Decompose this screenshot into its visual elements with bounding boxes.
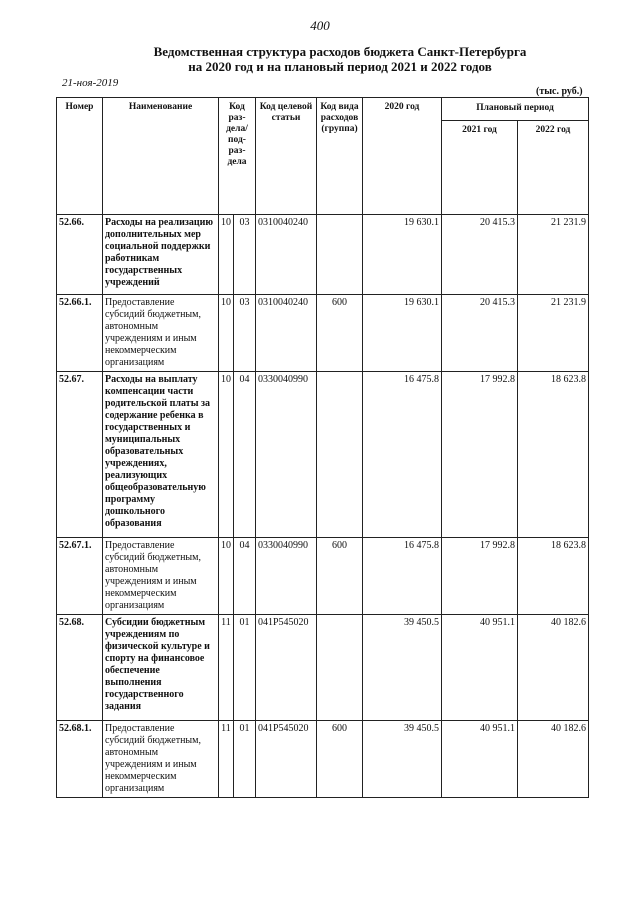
row-expense-type bbox=[317, 615, 363, 721]
row-name: Расходы на выплату компенсации части родительской платы за содержание ребенка в государственных и муниципальных образовательных учреждениях, реализующих общеобразовательную программу дошкольного образования bbox=[103, 372, 219, 538]
row-2022: 21 231.9 bbox=[518, 295, 589, 372]
row-2021: 40 951.1 bbox=[442, 721, 518, 798]
row-2022: 21 231.9 bbox=[518, 215, 589, 295]
row-subsection: 03 bbox=[234, 295, 256, 372]
row-2022: 18 623.8 bbox=[518, 538, 589, 615]
row-expense-type: 600 bbox=[317, 721, 363, 798]
row-name: Предоставление субсидий бюджетным, автономным учреждениям и иным некоммерческим организациям bbox=[103, 721, 219, 798]
header-name: Наименование bbox=[103, 98, 219, 215]
header-target: Код целевой статьи bbox=[256, 98, 317, 215]
row-2022: 40 182.6 bbox=[518, 615, 589, 721]
row-number: 52.67. bbox=[57, 372, 103, 538]
row-subsection: 04 bbox=[234, 372, 256, 538]
header-2021: 2021 год bbox=[442, 120, 518, 214]
row-section: 11 bbox=[219, 721, 234, 798]
document-date: 21-ноя-2019 bbox=[62, 77, 119, 89]
expense-table bbox=[56, 97, 589, 798]
table-row bbox=[57, 721, 589, 798]
row-2021: 17 992.8 bbox=[442, 538, 518, 615]
row-2020: 19 630.1 bbox=[363, 295, 442, 372]
table-row bbox=[57, 372, 589, 538]
header-expense-type: Код вида расходов (группа) bbox=[317, 98, 363, 215]
row-2020: 16 475.8 bbox=[363, 372, 442, 538]
header-2022: 2022 год bbox=[518, 120, 589, 214]
row-2022: 40 182.6 bbox=[518, 721, 589, 798]
table-row bbox=[57, 215, 589, 295]
row-section: 10 bbox=[219, 538, 234, 615]
header-section: Код раз-дела/ под-раз-дела bbox=[219, 98, 256, 215]
table-row bbox=[57, 615, 589, 721]
row-target: 0330040990 bbox=[256, 538, 317, 615]
row-section: 10 bbox=[219, 372, 234, 538]
row-2021: 17 992.8 bbox=[442, 372, 518, 538]
row-2021: 20 415.3 bbox=[442, 215, 518, 295]
row-target: 041P545020 bbox=[256, 721, 317, 798]
title-line-2: на 2020 год и на плановый период 2021 и 2022 годов bbox=[188, 59, 492, 74]
row-name: Предоставление субсидий бюджетным, автономным учреждениям и иным некоммерческим организациям bbox=[103, 295, 219, 372]
row-subsection: 03 bbox=[234, 215, 256, 295]
row-section: 11 bbox=[219, 615, 234, 721]
row-expense-type bbox=[317, 372, 363, 538]
row-number: 52.68. bbox=[57, 615, 103, 721]
row-expense-type bbox=[317, 215, 363, 295]
header-planned: Плановый период bbox=[442, 98, 589, 121]
row-section: 10 bbox=[219, 295, 234, 372]
row-number: 52.66. bbox=[57, 215, 103, 295]
row-2020: 19 630.1 bbox=[363, 215, 442, 295]
row-subsection: 01 bbox=[234, 721, 256, 798]
row-name: Предоставление субсидий бюджетным, автономным учреждениям и иным некоммерческим организациям bbox=[103, 538, 219, 615]
row-2021: 20 415.3 bbox=[442, 295, 518, 372]
row-target: 0310040240 bbox=[256, 215, 317, 295]
table-row bbox=[57, 295, 589, 372]
row-number: 52.66.1. bbox=[57, 295, 103, 372]
row-name: Расходы на реализацию дополнительных мер социальной поддержки работникам государственных учреждений bbox=[103, 215, 219, 295]
row-name: Субсидии бюджетным учреждениям по физической культуре и спорту на финансовое обеспечение выполнения государственного задания bbox=[103, 615, 219, 721]
row-target: 0330040990 bbox=[256, 372, 317, 538]
row-number: 52.68.1. bbox=[57, 721, 103, 798]
row-2020: 39 450.5 bbox=[363, 721, 442, 798]
row-2022: 18 623.8 bbox=[518, 372, 589, 538]
row-2020: 16 475.8 bbox=[363, 538, 442, 615]
row-target: 0310040240 bbox=[256, 295, 317, 372]
row-subsection: 04 bbox=[234, 538, 256, 615]
row-2021: 40 951.1 bbox=[442, 615, 518, 721]
row-target: 041P545020 bbox=[256, 615, 317, 721]
row-expense-type: 600 bbox=[317, 295, 363, 372]
row-2020: 39 450.5 bbox=[363, 615, 442, 721]
header-2020: 2020 год bbox=[363, 98, 442, 215]
page-number: 400 bbox=[310, 18, 330, 33]
title-line-1: Ведомственная структура расходов бюджета Санкт-Петербурга bbox=[153, 44, 527, 59]
document-title bbox=[100, 44, 580, 74]
units-label: (тыс. руб.) bbox=[536, 86, 583, 97]
table-row bbox=[57, 538, 589, 615]
row-number: 52.67.1. bbox=[57, 538, 103, 615]
row-section: 10 bbox=[219, 215, 234, 295]
row-subsection: 01 bbox=[234, 615, 256, 721]
row-expense-type: 600 bbox=[317, 538, 363, 615]
header-number: Номер bbox=[57, 98, 103, 215]
